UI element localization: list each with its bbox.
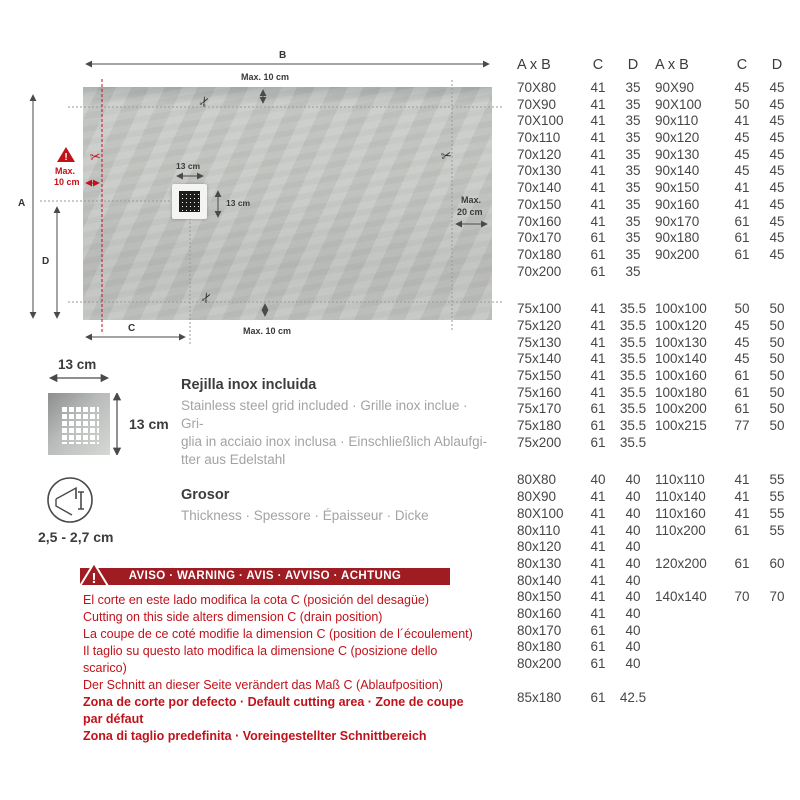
cell-c-value: 61 [590, 639, 606, 655]
cell-d-value [759, 639, 795, 656]
cell-dimension: 75x200 [517, 434, 562, 450]
cell-d-value: 35 [625, 113, 641, 129]
warning-triangle-icon [57, 147, 75, 162]
scissors-icon: ✂ [197, 289, 216, 306]
cell-c-value: 41 [734, 489, 750, 505]
cell-d-value: 40 [625, 605, 641, 621]
cell-dimension: 90x160 [655, 196, 700, 212]
cell-c-value: 70 [734, 589, 750, 605]
dim-b-label: B [279, 50, 287, 61]
cell-d-value [759, 435, 795, 452]
cell-c-value: 61 [590, 622, 606, 638]
warning-text [83, 592, 483, 745]
cell-c-value: 41 [590, 489, 606, 505]
cell-dimension [655, 573, 725, 590]
cell-d-value: 40 [625, 589, 641, 605]
table-header [517, 57, 795, 74]
cell-dimension: 80X90 [517, 489, 557, 505]
cell-c-value [725, 539, 759, 556]
table-section [517, 472, 795, 672]
cell-c-value: 41 [734, 196, 750, 212]
header-axb: A x B [655, 57, 689, 73]
cell-dimension: 80x160 [517, 605, 562, 621]
cell-d-value: 45 [769, 113, 785, 129]
cell-d-value: 50 [769, 351, 785, 367]
cell-c-value: 41 [590, 113, 606, 129]
max-bottom-label: Max. 10 cm [243, 326, 292, 336]
cell-d-value: 50 [769, 401, 785, 417]
cell-d-value [759, 264, 795, 281]
cell-dimension: 75x140 [517, 351, 562, 367]
cell-c-value: 61 [734, 246, 750, 262]
cell-d-value: 35 [625, 263, 641, 279]
cell-d-value [759, 573, 795, 590]
cell-c-value: 61 [734, 213, 750, 229]
table-row [517, 180, 795, 197]
cell-dimension: 90x180 [655, 230, 700, 246]
cell-d-value: 35 [625, 146, 641, 162]
cell-dimension: 90x150 [655, 180, 700, 196]
cell-dimension: 75x100 [517, 301, 562, 317]
cell-d-value [759, 690, 795, 707]
table-row [517, 539, 795, 556]
cell-dimension: 90x130 [655, 146, 700, 162]
cell-d-value: 35 [625, 246, 641, 262]
cell-dimension [655, 435, 725, 452]
warning-line-bold: Zona de corte por defecto · Default cutting area · Zone de coupe par défaut [83, 695, 464, 726]
cell-dimension: 80x120 [517, 539, 562, 555]
cell-d-value: 35 [625, 213, 641, 229]
warning-line: La coupe de ce coté modifie la dimension C (position de l´écoulement) [83, 627, 473, 641]
table-row [517, 318, 795, 335]
cell-c-value: 41 [590, 80, 606, 95]
cell-c-value [725, 656, 759, 673]
table-row [517, 523, 795, 540]
cell-c-value: 41 [590, 196, 606, 212]
cell-dimension [655, 606, 725, 623]
cell-c-value [725, 639, 759, 656]
cell-c-value: 61 [734, 522, 750, 538]
grid-description-line: tter aus Edelstahl [181, 452, 286, 467]
cell-c-value: 41 [590, 180, 606, 196]
table-row [517, 472, 795, 489]
cell-c-value: 61 [590, 230, 606, 246]
cell-d-value: 45 [769, 196, 785, 212]
cell-d-value: 60 [769, 555, 785, 571]
cell-d-value: 40 [625, 505, 641, 521]
svg-text:!: ! [64, 152, 68, 162]
max-right-label-2: 20 cm [457, 207, 483, 217]
cell-d-value: 45 [769, 213, 785, 229]
cell-dimension: 90x200 [655, 246, 700, 262]
cell-d-value: 35.5 [619, 301, 647, 317]
thickness-range-label: 2,5 - 2,7 cm [38, 529, 114, 545]
cell-d-value: 40 [625, 572, 641, 588]
cell-d-value: 40 [625, 639, 641, 655]
cell-c-value: 45 [734, 317, 750, 333]
table-row [517, 589, 795, 606]
cell-c-value: 41 [590, 163, 606, 179]
cell-c-value: 45 [734, 163, 750, 179]
cell-dimension: 70X80 [517, 80, 557, 95]
cell-dimension: 70x200 [517, 263, 562, 279]
cell-c-value [725, 690, 759, 707]
cell-d-value: 55 [769, 505, 785, 521]
grid-description-line: glia in acciaio inox inclusa · Einschließlich Ablaufgi- [181, 434, 488, 449]
cell-c-value: 41 [590, 317, 606, 333]
cell-d-value: 35.5 [619, 384, 647, 400]
table-row [517, 113, 795, 130]
cell-dimension [655, 639, 725, 656]
cell-dimension: 100x130 [655, 334, 707, 350]
cell-c-value [725, 573, 759, 590]
dimensions-table [517, 57, 795, 706]
dim-d-label: D [42, 256, 50, 267]
cell-c-value [725, 606, 759, 623]
cell-d-value: 55 [769, 472, 785, 488]
cell-dimension: 75x120 [517, 317, 562, 333]
cell-d-value: 35.5 [619, 434, 647, 450]
table-row [517, 418, 795, 435]
cell-c-value: 45 [734, 351, 750, 367]
cell-c-value: 61 [590, 689, 606, 705]
cell-c-value: 41 [590, 301, 606, 317]
cell-dimension: 75x170 [517, 401, 562, 417]
cell-d-value: 50 [769, 301, 785, 317]
cell-c-value: 45 [734, 130, 750, 146]
cell-c-value: 41 [590, 130, 606, 146]
cell-c-value: 41 [590, 351, 606, 367]
cell-d-value: 40 [625, 656, 641, 671]
cell-d-value: 40 [625, 622, 641, 638]
cell-c-value [725, 623, 759, 640]
cell-dimension: 70x150 [517, 196, 562, 212]
table-row [517, 130, 795, 147]
table-row [517, 368, 795, 385]
scissors-icon: ✂ [439, 146, 454, 165]
header-d: D [627, 57, 639, 73]
cell-dimension: 90X90 [655, 80, 695, 95]
cell-d-value: 50 [769, 384, 785, 400]
cell-c-value: 41 [590, 522, 606, 538]
cell-d-value: 40 [625, 539, 641, 555]
table-row [517, 80, 795, 97]
cell-c-value: 41 [590, 555, 606, 571]
drain-grid-icon [179, 191, 200, 212]
table-row [517, 197, 795, 214]
cell-d-value: 35 [625, 96, 641, 112]
cell-dimension: 70x110 [517, 130, 561, 146]
cell-dimension: 90x140 [655, 163, 700, 179]
thickness-icon [45, 475, 95, 525]
warning-triangle-icon [79, 562, 109, 587]
cell-c-value: 41 [590, 539, 606, 555]
cell-c-value: 61 [590, 263, 606, 279]
table-row [517, 656, 795, 673]
table-row [517, 335, 795, 352]
table-row [517, 264, 795, 281]
cell-d-value: 35.5 [619, 368, 647, 383]
cell-d-value: 40 [625, 522, 641, 538]
drain-width-label: 13 cm [176, 161, 201, 171]
table-row [517, 247, 795, 264]
cell-c-value: 50 [734, 96, 750, 112]
cell-c-value: 61 [590, 434, 606, 450]
cell-c-value: 41 [590, 146, 606, 162]
cell-d-value: 35.5 [619, 418, 647, 434]
header-c: C [736, 57, 748, 73]
cell-c-value: 41 [734, 472, 750, 488]
cell-d-value: 35 [625, 130, 641, 146]
cell-dimension: 100x100 [655, 301, 707, 317]
cell-c-value: 40 [590, 472, 606, 488]
cell-d-value: 50 [769, 334, 785, 350]
cell-c-value: 61 [590, 401, 606, 417]
table-section [517, 690, 795, 707]
cell-dimension: 75x130 [517, 334, 562, 350]
cell-dimension: 80x140 [517, 572, 562, 588]
cell-dimension: 80x110 [517, 522, 561, 538]
tray-diagram [0, 0, 512, 360]
cell-dimension: 70X100 [517, 113, 564, 129]
cell-c-value [725, 264, 759, 281]
cell-d-value: 55 [769, 522, 785, 538]
cell-c-value: 61 [590, 418, 606, 434]
grid-description [181, 397, 491, 469]
cell-c-value: 61 [590, 246, 606, 262]
header-c: C [592, 57, 604, 73]
cell-d-value: 42.5 [619, 689, 647, 705]
cell-c-value: 41 [590, 589, 606, 605]
cell-dimension [655, 656, 725, 673]
cell-dimension: 80x170 [517, 622, 562, 638]
max-top-label: Max. 10 cm [241, 72, 290, 82]
cell-dimension: 120x200 [655, 555, 707, 571]
drain-square [172, 184, 207, 219]
cell-dimension: 110x200 [655, 522, 706, 538]
cell-dimension: 80x130 [517, 555, 562, 571]
cell-d-value: 45 [769, 180, 785, 196]
grid-top-label: 13 cm [58, 357, 97, 372]
cell-d-value: 50 [769, 368, 785, 383]
grid-icon [48, 393, 124, 455]
cell-d-value: 35.5 [619, 401, 647, 417]
cell-c-value: 61 [734, 230, 750, 246]
cell-c-value: 41 [590, 213, 606, 229]
cell-d-value: 40 [625, 472, 641, 488]
cell-d-value: 35 [625, 230, 641, 246]
cell-dimension: 100x215 [655, 418, 707, 434]
cell-c-value: 77 [734, 418, 750, 434]
cell-d-value: 45 [769, 146, 785, 162]
table-body [517, 80, 795, 706]
grid-side-label: 13 cm [129, 416, 169, 432]
cell-c-value: 41 [734, 113, 750, 129]
cell-dimension: 80x180 [517, 639, 562, 655]
cell-dimension: 75x160 [517, 384, 562, 400]
table-row [517, 606, 795, 623]
cell-dimension: 80X100 [517, 505, 564, 521]
warning-line-bold: Zona di taglio predefinita · Voreingestellter Schnittbereich [83, 729, 427, 743]
warning-header-bar: AVISO · WARNING · AVIS · AVVISO · ACHTUNG [80, 568, 450, 585]
table-row [517, 214, 795, 231]
cell-d-value: 35 [625, 163, 641, 179]
table-row [517, 147, 795, 164]
cell-dimension: 100x200 [655, 401, 707, 417]
cell-d-value: 35.5 [619, 351, 647, 367]
table-section [517, 80, 795, 280]
cell-c-value: 61 [734, 555, 750, 571]
cell-d-value: 45 [769, 230, 785, 246]
table-row [517, 489, 795, 506]
table-row [517, 230, 795, 247]
warning-line: Il taglio su questo lato modifica la dimensione C (posizione dello scarico) [83, 644, 438, 675]
warning-line: El corte en este lado modifica la cota C (posición del desagüe) [83, 593, 430, 607]
cell-c-value: 61 [734, 384, 750, 400]
cell-dimension: 100x140 [655, 351, 707, 367]
cell-c-value: 45 [734, 80, 750, 95]
cell-c-value: 61 [734, 368, 750, 383]
table-row [517, 639, 795, 656]
cell-d-value [759, 539, 795, 556]
cell-dimension: 75x150 [517, 368, 562, 383]
cell-c-value: 61 [590, 656, 606, 671]
cell-c-value: 41 [734, 180, 750, 196]
cell-dimension: 70X90 [517, 96, 557, 112]
cell-d-value: 70 [769, 589, 785, 605]
cell-d-value: 45 [769, 96, 785, 112]
cell-dimension: 80x150 [517, 589, 562, 605]
cell-dimension: 140x140 [655, 589, 707, 605]
table-row [517, 351, 795, 368]
cell-dimension: 85x180 [517, 689, 562, 705]
cell-c-value: 41 [590, 384, 606, 400]
cell-dimension: 75x180 [517, 418, 562, 434]
table-row [517, 401, 795, 418]
cell-dimension: 110x160 [655, 505, 706, 521]
cell-dimension: 90X100 [655, 96, 702, 112]
cell-dimension [655, 690, 725, 707]
scissors-icon: ✂ [195, 93, 214, 110]
cell-d-value: 45 [769, 163, 785, 179]
cell-d-value: 35.5 [619, 334, 647, 350]
cell-c-value: 41 [590, 605, 606, 621]
cell-d-value: 45 [769, 80, 785, 95]
scissors-icon: ✂ [89, 148, 102, 165]
cell-c-value [725, 435, 759, 452]
grid-width-arrow [48, 373, 110, 383]
table-section [517, 301, 795, 451]
cell-c-value: 41 [590, 96, 606, 112]
cell-d-value: 35 [625, 80, 641, 95]
cell-dimension: 110x140 [655, 489, 706, 505]
thickness-subtitle: Thickness · Spessore · Épaisseur · Dicke [181, 508, 429, 523]
header-d: D [771, 57, 783, 73]
grid-title: Rejilla inox incluida [181, 377, 317, 393]
cell-c-value: 41 [590, 368, 606, 383]
cell-d-value: 35.5 [619, 317, 647, 333]
table-row [517, 506, 795, 523]
table-row [517, 97, 795, 114]
cell-d-value: 35 [625, 196, 641, 212]
cell-dimension: 90x170 [655, 213, 700, 229]
table-row [517, 435, 795, 452]
cell-dimension: 80X80 [517, 472, 557, 488]
table-row [517, 556, 795, 573]
cell-dimension: 70x140 [517, 180, 562, 196]
cell-d-value: 50 [769, 317, 785, 333]
cell-c-value: 50 [734, 301, 750, 317]
cell-dimension: 70x130 [517, 163, 562, 179]
warning-line: Cutting on this side alters dimension C (drain position) [83, 610, 383, 624]
cell-dimension: 100x160 [655, 368, 707, 383]
table-row [517, 573, 795, 590]
cell-d-value: 55 [769, 489, 785, 505]
max-left-label-2: 10 cm [54, 177, 80, 187]
thickness-title: Grosor [181, 487, 230, 503]
cell-dimension [655, 264, 725, 281]
max-right-label-1: Max. [461, 195, 482, 205]
table-row [517, 301, 795, 318]
svg-text:!: ! [91, 570, 97, 587]
cell-d-value: 40 [625, 555, 641, 571]
cell-dimension: 70x170 [517, 230, 562, 246]
cell-dimension [655, 539, 725, 556]
cell-d-value [759, 606, 795, 623]
cell-d-value: 35 [625, 180, 641, 196]
cell-d-value: 45 [769, 130, 785, 146]
cell-c-value: 45 [734, 146, 750, 162]
table-row [517, 690, 795, 707]
cell-dimension [655, 623, 725, 640]
dim-c-label: C [128, 323, 136, 334]
dim-a-label: A [18, 198, 26, 209]
table-row [517, 163, 795, 180]
cell-dimension: 100x180 [655, 384, 707, 400]
table-row [517, 385, 795, 402]
cell-dimension: 70x160 [517, 213, 562, 229]
cell-c-value: 41 [590, 572, 606, 588]
cell-dimension: 90x110 [655, 113, 699, 129]
table-row [517, 623, 795, 640]
cell-c-value: 61 [734, 401, 750, 417]
cell-d-value [759, 623, 795, 640]
cell-dimension: 100x120 [655, 317, 707, 333]
warning-line: Der Schnitt an dieser Seite verändert das Maß C (Ablaufposition) [83, 678, 443, 692]
cell-d-value [759, 656, 795, 673]
cell-dimension: 70x120 [517, 146, 562, 162]
cell-d-value: 50 [769, 418, 785, 434]
cell-dimension: 90x120 [655, 130, 700, 146]
cell-d-value: 40 [625, 489, 641, 505]
max-left-label-1: Max. [55, 166, 76, 176]
header-axb: A x B [517, 57, 551, 73]
cell-c-value: 41 [590, 334, 606, 350]
cell-c-value: 41 [734, 505, 750, 521]
cell-c-value: 45 [734, 334, 750, 350]
drain-height-label: 13 cm [226, 198, 251, 208]
cell-dimension: 70x180 [517, 246, 562, 262]
grid-description-line: Stainless steel grid included · Grille inox inclue · Gri- [181, 398, 468, 431]
cell-d-value: 45 [769, 246, 785, 262]
cell-c-value: 41 [590, 505, 606, 521]
cell-dimension: 110x110 [655, 472, 705, 488]
cell-dimension: 80x200 [517, 656, 562, 671]
